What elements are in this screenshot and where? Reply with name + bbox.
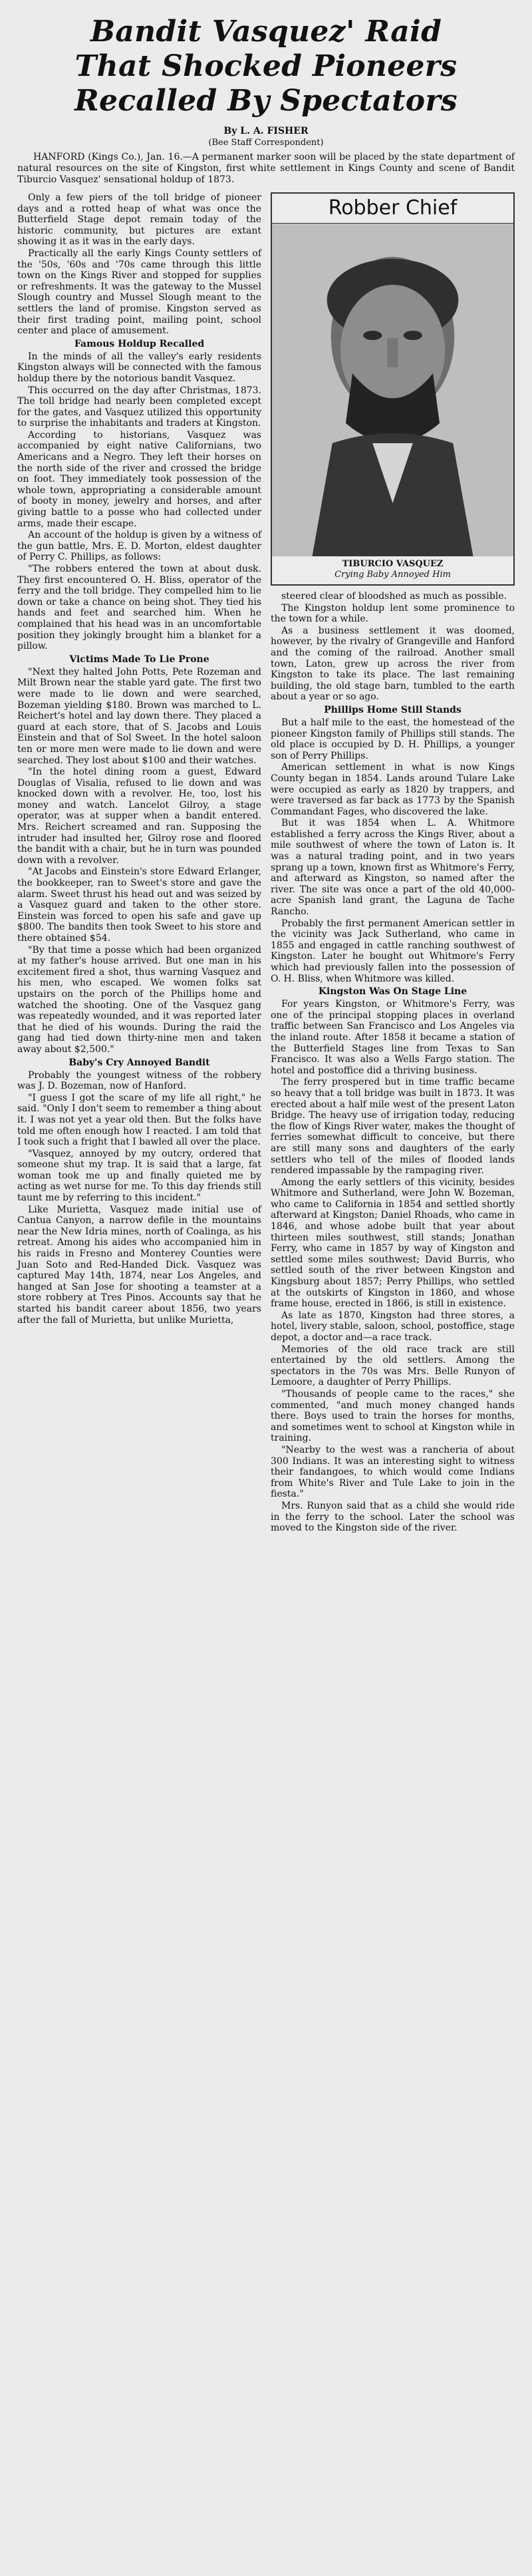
article-paragraph: Memories of the old race track are still entertained by the old settlers. Among the spectators in the 70s was Mrs. Belle Runyon of Lemoore, a daughter of Perry Phillips. [271, 1344, 515, 1388]
article-paragraph: For years Kingston, or Whitmore's Ferry, was one of the principal stopping places in overland traffic between San Francisco and Los Angeles via the inland route. After 1858 it became a station of the Butterfield Stages line from Texas to San Francisco. It was also a Wells Fargo station. The hotel and postoffice did a thriving business. [271, 999, 515, 1076]
article-paragraph: As a business settlement it was doomed, however, by the rivalry of Grangeville and Hanford and the coming of the railroad. Another small town, Laton, grew up across the river from Kingston to take its place. The last remaining building, the old stage barn, tumbled to the earth about a year or so ago. [271, 625, 515, 703]
left-column [17, 192, 261, 1535]
caption-name: TIBURCIO VASQUEZ [342, 559, 444, 569]
article-paragraph: "Nearby to the west was a rancheria of about 300 Indians. It was an interesting sight to witness their fandangoes, to which would come Indians from White's River and Tule Lake to join in the fiesta." [271, 1444, 515, 1500]
article-paragraph: In the minds of all the valley's early residents Kingston always will be connected with the famous holdup there by the notorious bandit Vasquez. [17, 351, 261, 384]
vasquez-portrait-image [272, 224, 513, 556]
article-paragraph: "Vasquez, annoyed by my outcry, ordered that someone shut my trap. It is said that a large, fat woman took me up and finally quieted me by acting as wet nurse for me. To this day friends still taunt me by referring to this incident." [17, 1148, 261, 1204]
photo-box [271, 192, 515, 586]
subheading: Baby's Cry Annoyed Bandit [68, 1057, 210, 1068]
photo-title: Robber Chief [272, 194, 513, 224]
lede-paragraph: HANFORD (Kings Co.), Jan. 16.—A permanent marker soon will be placed by the state department of natural resources on the site of Kingston, first white settlement in Kings County and scene of Bandit Tiburcio Vasquez' sensational holdup of 1873. [17, 152, 515, 185]
article-paragraph: "In the hotel dining room a guest, Edward Douglas of Visalia, refused to lie down and was knocked down with a revolver. He, too, lost his money and watch. Lancelot Gilroy, a stage operator, was at supper when a bandit entered. Mrs. Reichert screamed and ran. Supposing the intruder had insulted her, Gilroy rose and floored the bandit with a chair, but he in turn was pounded down with a revolver. [17, 767, 261, 866]
article-paragraph: "The robbers entered the town at about dusk. They first encountered O. H. Bliss, operator of the ferry and the toll bridge. They compelled him to lie down or take a chance on being shot. They tied his hands and feet and searched him. When he complained that his head was in an uncomfortable position they jokingly brought him a blanket for a pillow. [17, 564, 261, 652]
article-paragraph: As late as 1870, Kingston had three stores, a hotel, livery stable, saloon, school, postoffice, stage depot, a doctor and—a race track. [271, 1310, 515, 1343]
byline-affiliation: (Bee Staff Correspondent) [208, 138, 324, 148]
article-paragraph: American settlement in what is now Kings County began in 1854. Lands around Tulare Lake were occupied as early as 1820 by trappers, and were traversed as far back as 1773 by the Spanish Commandant Fages, who discovered the lake. [271, 762, 515, 817]
headline [17, 15, 515, 118]
byline-author: By L. A. FISHER [223, 126, 309, 136]
article-paragraph: "At Jacobs and Einstein's store Edward Erlanger, the bookkeeper, ran to Sweet's store and gave the alarm. Sweet thrust his head out and was seized by a Vasquez guard and taken to the other store. Einstein was forced to open his safe and gave up $800. The bandits then took Sweet to his store and there obtained $54. [17, 866, 261, 944]
portrait-illustration [272, 224, 513, 556]
article-paragraph: But it was 1854 when L. A. Whitmore established a ferry across the Kings River, about a mile southwest of where the town of Laton is. It was a natural trading point, and in two years sprang up a town, known first as Whitmore's Ferry, and afterward as Kingston, so named after the river. The site was once a part of the old 40,000-acre Spanish land grant, the Laguna de Tache Rancho. [271, 818, 515, 918]
subheading: Kingston Was On Stage Line [318, 986, 467, 998]
article-paragraph: Mrs. Runyon said that as a child she would ride in the ferry to the school. Later the school was moved to the Kingston side of the river. [271, 1500, 515, 1534]
article-paragraph: "Next they halted John Potts, Pete Rozeman and Milt Brown near the stable yard gate. The first two were made to lie down and were searched, Bozeman yielding $180. Brown was marched to L. Reichert's hotel and lay down there. They placed a guard at each store, that of S. Jacobs and Louis Einstein and that of Sol Sweet. In the hotel saloon ten or more men were made to lie down and were searched. They lost about $100 and their watches. [17, 666, 261, 766]
caption-subtitle: Crying Baby Annoyed Him [334, 570, 451, 580]
article-columns [17, 192, 515, 1535]
article-paragraph: "By that time a posse which had been organized at my father's house arrived. But one man in his excitement fired a shot, thus warning Vasquez and his men, who escaped. We women folks sat upstairs on the porch of the Phillips home and watched the shooting. One of the Vasquez gang was repeatedly wounded, and it was reported later that he died of his wounds. During the raid the gang had tied down thirty-nine men and taken away about $2,500." [17, 944, 261, 1055]
photo-caption [272, 556, 513, 584]
right-column [271, 192, 515, 1535]
article-paragraph: But a half mile to the east, the homestead of the pioneer Kingston family of Phillips still stands. The old place is occupied by D. H. Phillips, a younger son of Perry Phillips. [271, 717, 515, 761]
article-paragraph: The ferry prospered but in time traffic became so heavy that a toll bridge was built in 1873. It was erected about a half mile west of the present Laton Bridge. The heavy use of irrigation today, reducing the flow of Kings River water, makes the thought of ferries somewhat difficult to conceive, but there are still many sons and daughters of the early settlers who tell of the miles of flooded lands rendered impassable by the rampaging river. [271, 1077, 515, 1177]
article-paragraph: Only a few piers of the toll bridge of pioneer days and a rotted heap of what was once the Butterfield Stage depot remain today of the historic community, but pictures are extant showing it as it was in the early days. [17, 192, 261, 248]
byline [17, 125, 515, 149]
article-paragraph: steered clear of bloodshed as much as possible. [281, 591, 507, 602]
headline-line-3: Recalled By Spectators [74, 84, 458, 118]
article-paragraph: Like Murietta, Vasquez made initial use of Cantua Canyon, a narrow defile in the mountains near the New Idria mines, north of Coalinga, as his retreat. Among his aides who accompanied him in his raids in Fresno and Monterey Counties were Juan Soto and Red-Handed Dick. Vasquez was captured May 14th, 1874, near Los Angeles, and hanged at San Jose for shooting a teamster at a store robbery at Tres Pinos. Accounts say that he started his bandit career about 1856, two years after the fall of Murietta, but unlike Murietta, [17, 1204, 261, 1326]
article-paragraph: Among the early settlers of this vicinity, besides Whitmore and Sutherland, were John W. Bozeman, who came to California in 1854 and settled shortly afterward at Kingston; Daniel Rhoads, who came in 1846, and whose adobe built that year about thirteen miles southwest, still stands; Jonathan Ferry, who came in 1857 by way of Kingston and settled some miles southwest; David Burris, who settled south of the river between Kingston and Kingsburg about 1857; Perry Phillips, who settled at the outskirts of Kingston in 1860, and whose frame house, erected in 1866, is still in existence. [271, 1177, 515, 1310]
article-paragraph: "I guess I got the scare of my life all right," he said. "Only I don't seem to remember a thing about it. I was not yet a year old then. But the folks have told me often enough how I reacted. I am told that I took such a fright that I bawled all over the place. [17, 1092, 261, 1148]
headline-line-2: That Shocked Pioneers [74, 49, 458, 83]
subheading: Phillips Home Still Stands [324, 704, 462, 715]
headline-line-1: Bandit Vasquez' Raid [90, 15, 442, 49]
article-paragraph: Probably the youngest witness of the robbery was J. D. Bozeman, now of Hanford. [17, 1069, 261, 1092]
article-paragraph: "Thousands of people came to the races," she commented, "and much money changed hands there. Boys used to train the horses for months, and sometimes went to school at Kingston while in training. [271, 1388, 515, 1444]
article-paragraph: An account of the holdup is given by a witness of the gun battle, Mrs. E. D. Morton, eldest daughter of Perry C. Phillips, as follows: [17, 530, 261, 563]
article-paragraph: The Kingston holdup lent some prominence to the town for a while. [271, 602, 515, 625]
article-paragraph: According to historians, Vasquez was accompanied by eight native Californians, two Americans and a Negro. They left their horses on the north side of the river and crossed the bridge on foot. They immediately took possession of the whole town, appropriating a considerable amount of booty in money, jewelry and horses, and after giving battle to a posse who had collected under arms, made their escape. [17, 429, 261, 529]
subheading: Famous Holdup Recalled [74, 338, 205, 349]
subheading: Victims Made To Lie Prone [69, 653, 209, 665]
right-column-text [271, 591, 515, 1534]
article-paragraph: This occurred on the day after Christmas, 1873. The toll bridge had nearly been completed except for the gates, and Vasquez utilized this opportunity to surprise the inhabitants and traders at Kingston. [17, 385, 261, 429]
article-paragraph: Practically all the early Kings County settlers of the '50s, '60s and '70s came through this little town on the Kings River and stopped for supplies or refreshments. It was the gateway to the Mussel Slough country and Mussel Slough meant to the settlers the land of promise. Kingston served as their first trading point, mailing point, school center and place of amusement. [17, 248, 261, 337]
article-paragraph: Probably the first permanent American settler in the vicinity was Jack Sutherland, who came in 1855 and engaged in cattle ranching southwest of Kingston. Later he bought out Whitmore's Ferry which had previously fallen into the possession of O. H. Bliss, when Whitmore was killed. [271, 918, 515, 984]
